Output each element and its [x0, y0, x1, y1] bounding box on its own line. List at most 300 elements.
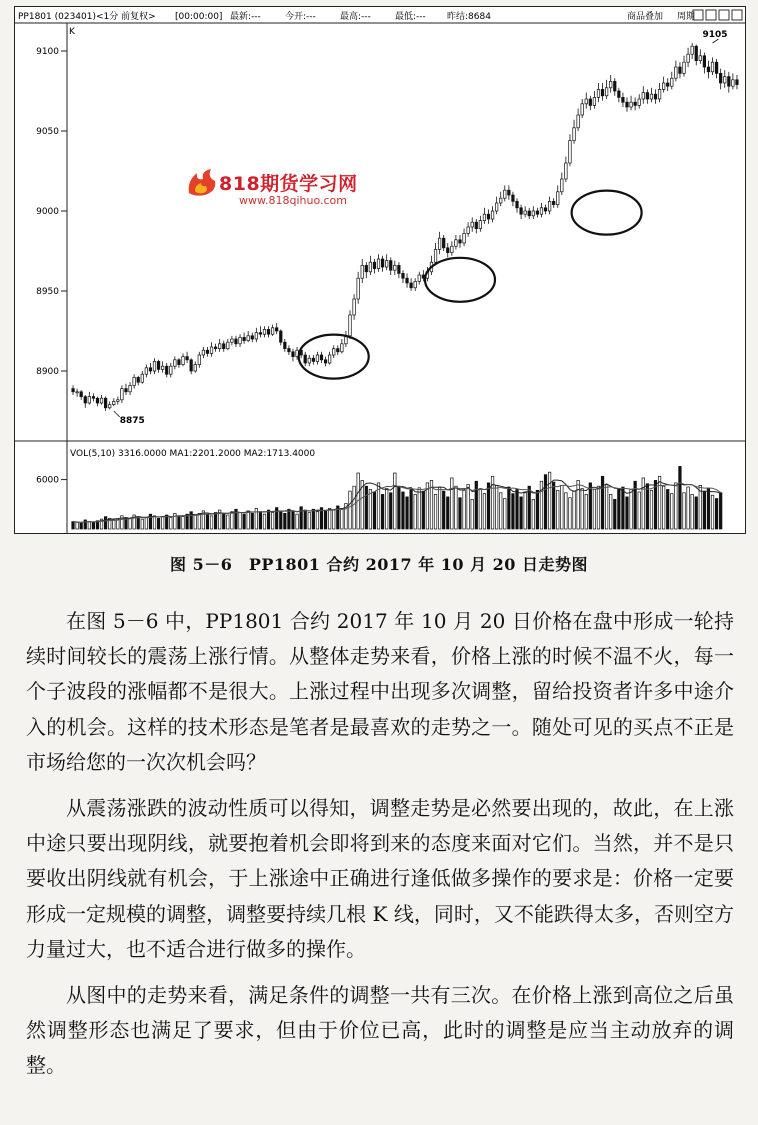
- candle-bull: [141, 374, 144, 382]
- candle-bear: [365, 265, 368, 271]
- paragraph-1: 在图 5－6 中，PP1801 合约 2017 年 10 月 20 日价格在盘中形成一轮持续时间较长的震荡上涨行情。从整体走势来看，价格上涨的时候不温不火，每一个子波段的涨幅都不是很大。上涨过程中出现多次调整，留给投资者许多中途介入的机会。这样的技术形态是笔者是最喜欢的走势之一。随处可见的买点不正是市场给您的一次次机会吗？: [26, 609, 734, 774]
- candle-bear: [259, 333, 262, 335]
- volume-bar: [508, 487, 511, 529]
- volume-bar: [614, 499, 617, 529]
- volume-bar: [76, 522, 79, 529]
- candle-bull: [113, 401, 116, 404]
- candle-bull: [174, 360, 177, 366]
- candle-bear: [544, 208, 547, 211]
- candle-bear: [72, 389, 75, 392]
- volume-bar: [499, 493, 502, 529]
- candle-bear: [552, 201, 555, 204]
- volume-bar: [422, 491, 425, 529]
- volume-bar: [711, 495, 714, 529]
- candle-bull: [231, 339, 234, 342]
- candle-bull: [198, 355, 201, 365]
- candle-bull: [438, 238, 441, 249]
- price-tick-label: 9050: [36, 127, 59, 137]
- candle-bull: [642, 93, 645, 99]
- volume-bar: [80, 523, 83, 529]
- volume-bar: [532, 499, 535, 529]
- candle-bear: [728, 77, 731, 87]
- kline-chart: [15, 7, 745, 533]
- candle-bull: [434, 249, 437, 262]
- volume-bar: [389, 493, 392, 529]
- header-low: 最低:---: [395, 12, 426, 22]
- candle-bull: [556, 192, 559, 205]
- volume-bar: [536, 490, 539, 529]
- volume-bar: [618, 489, 621, 529]
- volume-bar: [646, 484, 649, 529]
- candle-bull: [650, 94, 653, 99]
- candle-bull: [394, 265, 397, 270]
- volume-bar: [463, 490, 466, 529]
- candle-bear: [243, 337, 246, 340]
- candle-bear: [442, 238, 445, 248]
- watermark-url: www.818qihuo.com: [239, 194, 347, 207]
- candle-bull: [182, 357, 185, 365]
- volume-bar: [577, 480, 580, 529]
- volume-bar: [565, 493, 568, 529]
- price-tick-label: 9000: [36, 207, 59, 217]
- volume-bar: [178, 516, 181, 529]
- candle-bull: [145, 368, 148, 374]
- volume-bar: [406, 497, 409, 529]
- candle-bear: [406, 278, 409, 283]
- candle-bull: [108, 405, 111, 408]
- volume-bar: [280, 511, 283, 529]
- chart-header: [15, 10, 745, 23]
- candle-bear: [398, 265, 401, 273]
- candle-bear: [626, 102, 629, 107]
- figure-caption: 图 5－6 PP1801 合约 2017 年 10 月 20 日走势图: [170, 555, 588, 574]
- candle-bull: [353, 299, 356, 315]
- volume-bar: [442, 491, 445, 529]
- volume-bar: [589, 483, 592, 529]
- volume-bar: [658, 476, 661, 529]
- candle-bull: [573, 128, 576, 141]
- volume-bar: [630, 489, 633, 529]
- candle-bull: [332, 349, 335, 355]
- volume-bar: [540, 481, 543, 529]
- candle-bear: [508, 190, 511, 195]
- volume-bar: [528, 486, 531, 529]
- volume-bar: [601, 476, 604, 529]
- volume-bar: [573, 491, 576, 529]
- volume-bar: [394, 473, 397, 529]
- candle-bear: [736, 80, 739, 85]
- volume-bar: [707, 489, 710, 529]
- volume-bar: [231, 512, 234, 529]
- volume-bar: [129, 518, 132, 529]
- candle-bull: [255, 333, 258, 339]
- pullback-circle: [572, 191, 642, 235]
- volume-axis: [36, 476, 67, 486]
- candle-bear: [157, 361, 160, 369]
- candle-bull: [467, 227, 470, 233]
- volume-bar: [141, 519, 144, 529]
- volume-bar: [214, 513, 217, 529]
- candle-bull: [121, 389, 124, 400]
- volume-bar: [650, 490, 653, 529]
- volume-tick-label: 6000: [36, 475, 59, 486]
- flame-icon: [185, 167, 219, 197]
- volume-bar: [369, 489, 372, 529]
- candle-bull: [218, 344, 221, 349]
- candle-bear: [614, 81, 617, 91]
- watermark-title: 818期货学习网: [219, 173, 358, 195]
- volume-bar: [459, 498, 462, 529]
- volume-bar: [284, 513, 287, 529]
- volume-bar: [296, 514, 299, 529]
- volume-bar: [483, 494, 486, 529]
- candle-bull: [455, 240, 458, 246]
- candle-bear: [719, 73, 722, 83]
- candle-bear: [149, 368, 152, 371]
- volume-bar: [691, 494, 694, 529]
- candle-bull: [471, 222, 474, 227]
- volume-bar: [699, 485, 702, 529]
- volume-header: VOL(5,10) 3316.0000 MA1:2201.2000 MA2:1713.4000: [70, 449, 316, 459]
- volume-bar: [438, 487, 441, 529]
- candle-bull: [361, 265, 364, 278]
- candle-bull: [239, 337, 242, 343]
- candle-bull: [723, 77, 726, 83]
- candle-bull: [76, 392, 79, 393]
- k-label: K: [69, 27, 75, 37]
- candle-bear: [104, 398, 107, 408]
- volume-bar: [671, 494, 674, 529]
- volume-bar: [434, 494, 437, 529]
- volume-bar: [239, 513, 242, 529]
- volume-bar: [414, 494, 417, 529]
- volume-bar: [520, 497, 523, 529]
- candle-bear: [381, 259, 384, 267]
- candle-bull: [577, 115, 580, 128]
- volume-bar: [556, 490, 559, 529]
- paragraph-3: 从图中的走势来看，满足条件的调整一共有三次。在价格上涨到高位之后虽然调整形态也满足了要求，但由于价位已高，此时的调整是应当主动放弃的调整。: [26, 983, 734, 1078]
- candle-bear: [222, 344, 225, 349]
- volume-bar: [662, 486, 665, 529]
- volume-bar: [300, 507, 303, 529]
- candle-bull: [630, 102, 633, 107]
- volume-bar: [88, 522, 91, 529]
- candle-bull: [117, 400, 120, 402]
- candle-bear: [536, 211, 539, 214]
- volume-bar: [495, 485, 498, 529]
- price-axis: [36, 47, 67, 377]
- candle-bull: [540, 208, 543, 214]
- volume-bar: [715, 499, 718, 529]
- candle-bear: [280, 331, 283, 342]
- volume-bar: [687, 487, 690, 529]
- volume-bar: [622, 487, 625, 529]
- price-tick-label: 9100: [36, 47, 59, 57]
- candle-bear: [288, 349, 291, 352]
- candle-bear: [284, 342, 287, 348]
- volume-bar: [243, 514, 246, 529]
- candle-bull: [349, 315, 352, 336]
- candle-bull: [687, 54, 690, 62]
- volume-bar: [467, 485, 470, 529]
- paragraph-2: 从震荡涨跌的波动性质可以得知，调整走势是必然要出现的，故此，在上涨中途只要出现阴线，就要抱着机会即将到来的态度来面对它们。当然，并不是只要收出阴线就有机会，于上涨途中正确进行逢低做多操作的要求是：价格一定要形成一定规模的调整，调整要持续几根 K 线，同时，又不能跌得太多，否则空方力量过大，也不适合进行做多的操作。: [26, 796, 734, 961]
- candle-bear: [137, 377, 140, 382]
- candle-bear: [512, 195, 515, 201]
- candle-bull: [699, 56, 702, 61]
- candle-bull: [202, 350, 205, 355]
- candle-bear: [528, 211, 531, 216]
- volume-bar: [365, 486, 368, 529]
- candle-bear: [703, 56, 706, 67]
- volume-bar: [609, 494, 612, 529]
- candle-bull: [451, 246, 454, 252]
- volume-bar: [222, 513, 225, 529]
- volume-bar: [402, 492, 405, 529]
- candle-bear: [251, 336, 254, 339]
- volume-bar: [288, 509, 291, 529]
- candle-bear: [337, 349, 340, 352]
- volume-bar: [381, 494, 384, 529]
- candle-bear: [622, 97, 625, 102]
- volume-bar: [666, 489, 669, 529]
- candle-bull: [418, 275, 421, 281]
- candle-bear: [475, 222, 478, 228]
- candle-bear: [646, 93, 649, 99]
- volume-bar: [504, 499, 507, 529]
- volume-bar: [642, 478, 645, 529]
- candle-bull: [499, 198, 502, 203]
- candle-bear: [447, 248, 450, 253]
- volume-bar: [479, 489, 482, 529]
- extreme-label: 9105: [702, 30, 728, 40]
- candle-bear: [80, 392, 83, 397]
- volume-bar: [170, 517, 173, 529]
- volume-bar: [251, 513, 254, 529]
- candle-bull: [561, 179, 564, 192]
- candle-bull: [308, 358, 311, 363]
- volume-bar: [292, 512, 295, 529]
- candle-bear: [634, 102, 637, 105]
- candle-bear: [320, 355, 323, 360]
- volume-bar: [186, 514, 189, 529]
- candle-bull: [463, 233, 466, 243]
- candle-bull: [638, 99, 641, 105]
- candle-bear: [373, 262, 376, 268]
- candlestick-series: [72, 43, 738, 411]
- candle-bull: [170, 366, 173, 374]
- volume-bar: [247, 511, 250, 529]
- candle-bull: [691, 46, 694, 54]
- candle-bear: [715, 62, 718, 73]
- candle-bull: [605, 88, 608, 96]
- volume-bar: [516, 489, 519, 529]
- candle-bear: [206, 350, 209, 353]
- volume-bar: [153, 516, 156, 529]
- candle-bull: [479, 221, 482, 229]
- volume-bar: [161, 517, 164, 529]
- volume-bar: [561, 485, 564, 529]
- candle-bull: [210, 347, 213, 353]
- candle-bull: [597, 89, 600, 97]
- candle-bear: [618, 91, 621, 97]
- candle-bear: [304, 355, 307, 363]
- candle-bear: [275, 328, 278, 331]
- candle-bear: [389, 261, 392, 271]
- volume-bar: [210, 516, 213, 529]
- candle-bull: [585, 99, 588, 104]
- candle-bull: [524, 211, 527, 214]
- candle-bull: [609, 81, 612, 87]
- volume-bar: [271, 513, 274, 529]
- volume-bar: [524, 493, 527, 529]
- volume-bar: [410, 489, 413, 529]
- candle-bull: [227, 342, 230, 348]
- candle-bull: [491, 211, 494, 219]
- volume-bar: [703, 492, 706, 529]
- candle-bear: [707, 67, 710, 72]
- volume-bar: [626, 497, 629, 529]
- volume-bar: [227, 515, 230, 529]
- volume-bar: [455, 486, 458, 529]
- candle-bear: [520, 208, 523, 214]
- volume-bar: [259, 512, 262, 529]
- volume-bar: [471, 499, 474, 529]
- volume-bar: [544, 475, 547, 529]
- candle-bear: [96, 398, 99, 403]
- volume-bar: [328, 508, 331, 529]
- close-icon[interactable]: [732, 10, 742, 20]
- candle-bull: [581, 104, 584, 115]
- volume-bars: [72, 466, 722, 529]
- candle-bull: [194, 365, 197, 371]
- candle-bear: [679, 67, 682, 73]
- volume-bar: [182, 517, 185, 529]
- candle-bull: [263, 329, 266, 334]
- candle-bull: [341, 344, 344, 352]
- volume-bar: [675, 483, 678, 529]
- volume-bar: [92, 522, 95, 529]
- candle-bear: [324, 360, 327, 363]
- volume-bar: [137, 517, 140, 529]
- overlay-button[interactable]: 商品叠加: [627, 12, 664, 22]
- volume-bar: [512, 494, 515, 529]
- extreme-label: 8875: [119, 416, 145, 426]
- volume-bar: [324, 511, 327, 529]
- volume-bar: [548, 472, 551, 529]
- volume-bar: [198, 513, 201, 529]
- candle-bear: [410, 283, 413, 288]
- cycle-button[interactable]: 周期: [677, 12, 696, 22]
- volume-bar: [341, 508, 344, 529]
- volume-bar: [145, 517, 148, 529]
- maximize-icon[interactable]: [706, 10, 716, 20]
- candle-bull: [369, 262, 372, 272]
- volume-bar: [418, 488, 421, 529]
- volume-bar: [373, 492, 376, 529]
- candle-bear: [312, 358, 315, 361]
- volume-bar: [638, 492, 641, 529]
- candle-bear: [695, 46, 698, 60]
- restore-icon[interactable]: [719, 10, 729, 20]
- candle-bull: [133, 377, 136, 385]
- volume-bar: [72, 522, 75, 529]
- candle-bear: [402, 273, 405, 278]
- candle-bull: [100, 398, 103, 403]
- candle-bull: [662, 83, 665, 89]
- volume-bar: [593, 489, 596, 529]
- volume-bar: [332, 510, 335, 529]
- candle-bear: [178, 360, 181, 365]
- candle-bull: [88, 397, 91, 403]
- volume-bar: [385, 489, 388, 529]
- candle-bull: [548, 201, 551, 211]
- volume-bar: [308, 513, 311, 529]
- candle-bear: [84, 397, 87, 403]
- volume-bar: [552, 482, 555, 529]
- candle-bear: [459, 240, 462, 243]
- volume-bar: [194, 515, 197, 529]
- chart-panel: [14, 6, 746, 534]
- header-time: [00:00:00]: [175, 12, 223, 22]
- candle-bear: [190, 360, 193, 371]
- candle-bull: [671, 78, 674, 86]
- volume-bar: [157, 518, 160, 529]
- candle-bear: [125, 389, 128, 392]
- candle-bear: [92, 397, 95, 399]
- volume-bar: [569, 498, 572, 529]
- candle-bear: [267, 329, 270, 334]
- candle-bull: [385, 261, 388, 267]
- candle-bull: [683, 62, 686, 73]
- candle-bear: [654, 94, 657, 99]
- volume-bar: [585, 494, 588, 529]
- candle-bull: [483, 214, 486, 220]
- pullback-circle: [425, 258, 495, 302]
- volume-bar: [719, 493, 722, 529]
- candle-bear: [165, 366, 168, 374]
- header-latest: 最新:---: [230, 12, 261, 22]
- volume-bar: [487, 483, 490, 529]
- candle-bear: [292, 352, 295, 357]
- volume-bar: [451, 478, 454, 529]
- candle-bull: [732, 80, 735, 86]
- volume-bar: [312, 509, 315, 529]
- candle-bear: [186, 357, 189, 360]
- volume-bar: [447, 497, 450, 529]
- header-open: 今开:---: [285, 12, 316, 22]
- candle-bull: [328, 355, 331, 363]
- volume-bar: [398, 486, 401, 529]
- candle-bear: [666, 83, 669, 86]
- volume-bar: [304, 510, 307, 529]
- candle-bull: [271, 328, 274, 334]
- volume-bar: [206, 514, 209, 529]
- candle-bull: [593, 97, 596, 105]
- volume-bar: [683, 493, 686, 529]
- volume-bar: [263, 514, 266, 529]
- volume-bar: [113, 520, 116, 529]
- candle-bear: [589, 99, 592, 105]
- candle-bear: [214, 347, 217, 349]
- candle-bear: [601, 89, 604, 95]
- candle-bull: [316, 355, 319, 361]
- annotations: [114, 30, 728, 426]
- volume-bar: [267, 510, 270, 529]
- candle-bull: [569, 141, 572, 163]
- candle-bull: [357, 278, 360, 299]
- price-tick-label: 8950: [36, 287, 59, 297]
- volume-bar: [316, 512, 319, 529]
